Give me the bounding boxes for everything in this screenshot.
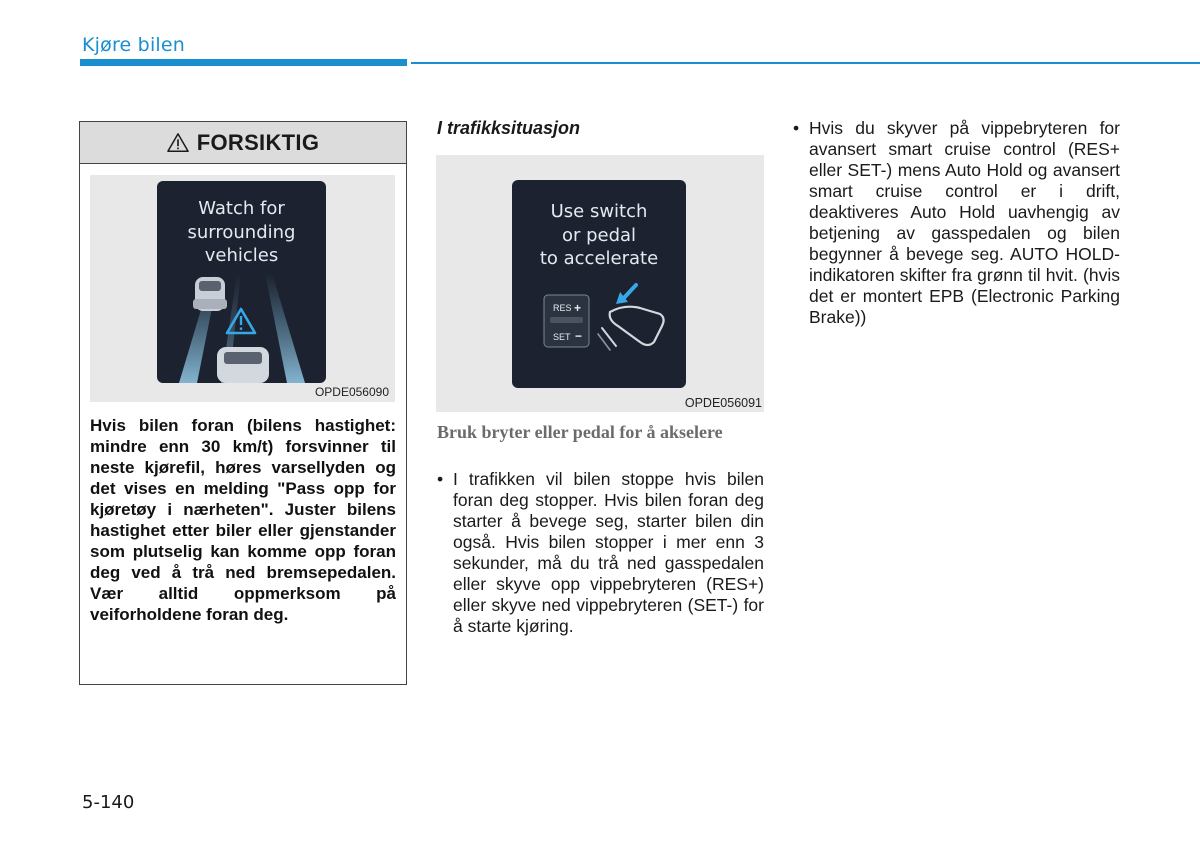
section-heading: I trafikksituasjon: [437, 118, 581, 138]
right-bullet-list: [793, 118, 1120, 328]
header-accent-bar: [80, 59, 407, 66]
figure-watch-vehicles: [90, 175, 395, 402]
page-number: 5-140: [82, 792, 135, 813]
side-car-icon: [193, 277, 227, 311]
middle-bullet-list: [437, 469, 764, 637]
header-rule: [411, 62, 1200, 64]
lane-scene-graphic: [157, 181, 326, 383]
arrow-icon: [616, 285, 636, 304]
screen-line-3: to accelerate: [539, 248, 659, 269]
warning-triangle-icon: [167, 132, 189, 154]
screen-line-2: or pedal: [561, 225, 637, 246]
accelerator-pedal-icon: [598, 307, 664, 350]
switch-set-label: SET: [553, 332, 571, 342]
caution-box: [79, 121, 407, 685]
res-set-switch-icon: [544, 295, 589, 347]
screen-line-1: Watch for: [198, 198, 285, 219]
svg-text:−: −: [575, 329, 583, 343]
subheading: Bruk bryter eller pedal for å akselere: [437, 422, 723, 442]
cluster-display: [157, 181, 326, 383]
switch-pedal-graphic: [512, 180, 686, 388]
caution-title: FORSIKTIG: [196, 129, 320, 155]
screen-line-1: Use switch: [550, 201, 648, 222]
cluster-display: [512, 180, 686, 388]
screen-line-3: vehicles: [204, 245, 279, 266]
svg-text:+: +: [574, 301, 582, 315]
caution-header: [80, 122, 406, 164]
switch-res-label: RES: [553, 303, 572, 313]
figure-code: OPDE056090: [314, 385, 389, 399]
figure-use-switch: [436, 155, 764, 412]
screen-line-2: surrounding: [187, 222, 296, 243]
list-item: • I trafikken vil bilen stoppe hvis bilen foran deg stopper. Hvis bilen foran deg starter å bevege seg, starter bilen din også. Hvis bilen stopper i mer enn 3 sekunder, må du trå ned gasspedalen eller skyve opp vippebryteren (RES+) eller skyve ned vippebryteren (SET-) for å starte kjøring.: [437, 469, 764, 637]
figure-code: OPDE056091: [684, 396, 762, 410]
section-title: Kjøre bilen: [82, 34, 186, 56]
list-item: • Hvis du skyver på vippebryteren for avansert smart cruise control (RES+ eller SET-) mens Auto Hold og avansert smart cruise control er i drift, deaktiveres Auto Hold uavhengig av betjening av gasspedalen og bilen begynner å bevege seg. AUTO HOLD-indikatoren skifter fra grønn til hvit. (hvis det er montert EPB (Electronic Parking Brake)): [793, 118, 1120, 328]
own-car-icon: [217, 347, 269, 383]
caution-text: Hvis bilen foran (bilens hastighet: mindre enn 30 km/t) forsvinner til neste kjørefil, høres varsellyden og det vises en melding "Pass opp for kjøretøy i nærheten". Juster bilens hastighet etter biler eller gjenstander som plutselig kan komme opp foran deg ved å trå ned bremsepedalen. Vær alltid oppmerksom på veiforholdene foran deg.: [90, 416, 396, 624]
